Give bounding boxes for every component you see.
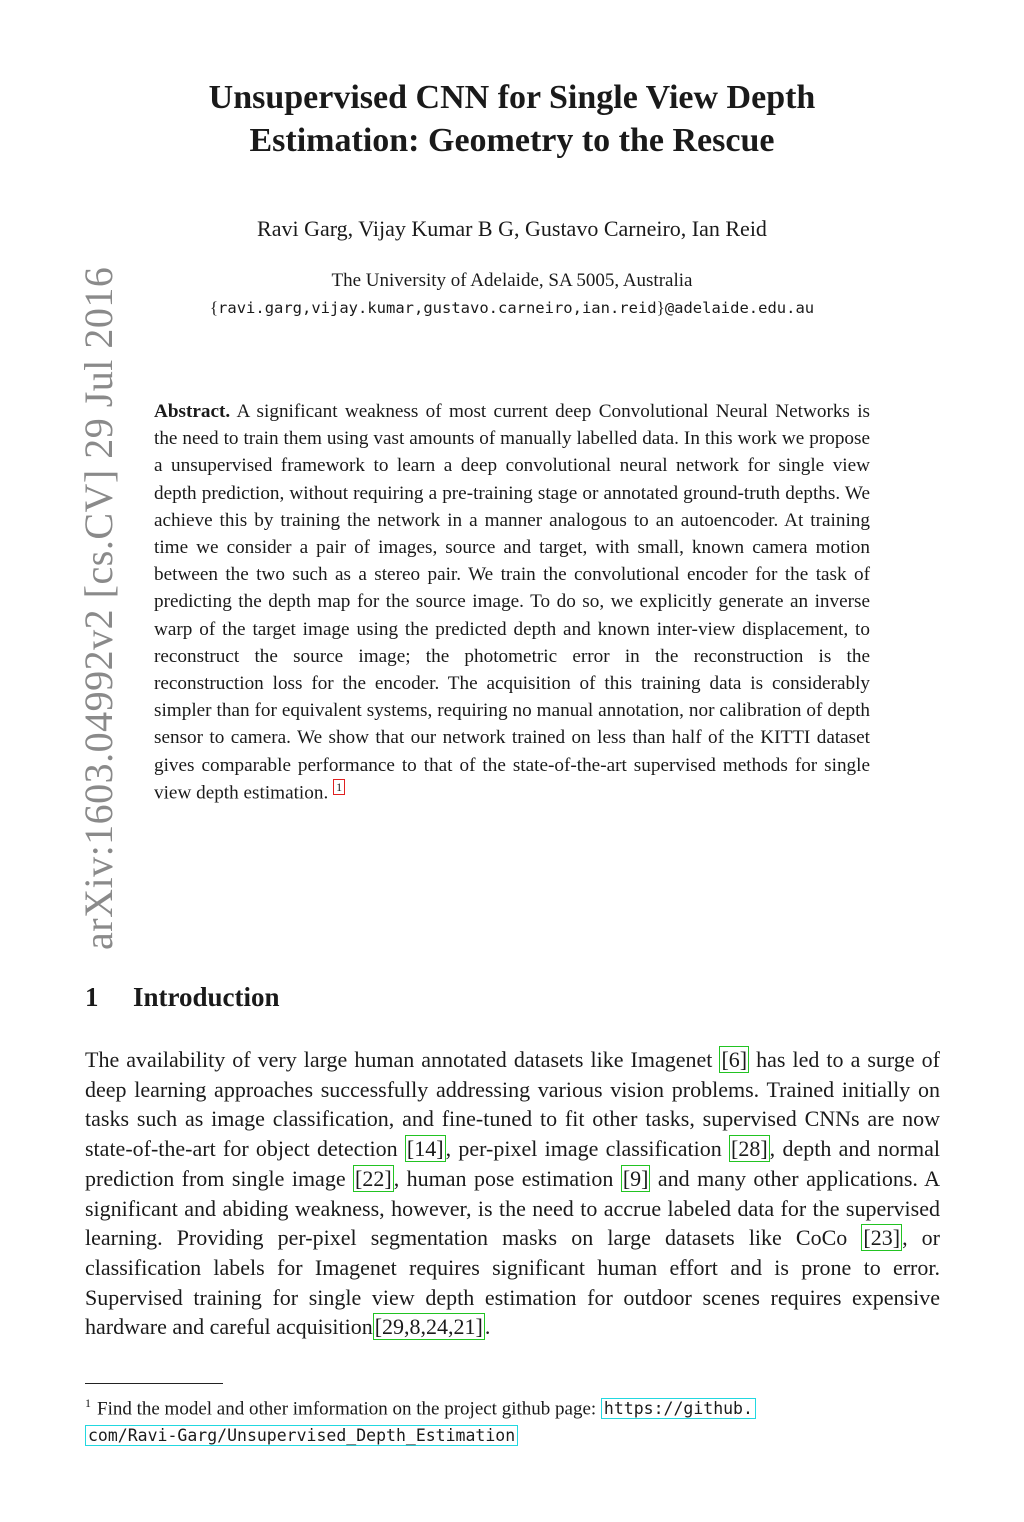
- footnote-divider: [85, 1383, 223, 1384]
- section-heading: [85, 982, 280, 1013]
- paper-title: [130, 76, 894, 162]
- footnote-mark: 1: [85, 1396, 91, 1410]
- affiliation: The University of Adelaide, SA 5005, Australia: [331, 270, 693, 291]
- email-domain: @adelaide.edu.au: [664, 299, 815, 317]
- footnote-link[interactable]: 1: [333, 779, 345, 795]
- intro-text: .: [484, 1314, 491, 1340]
- email-brace-open: {: [209, 298, 219, 317]
- arxiv-identifier-text: arXiv:1603.04992v2 [cs.CV] 29 Jul 2016: [76, 266, 121, 950]
- email-brace-close: }: [656, 298, 665, 317]
- intro-text: , depth and normal prediction from single image: [85, 1136, 940, 1191]
- abstract: [154, 398, 870, 806]
- intro-text: and many other applications. A significant and abiding weakness, however, is the need to accrue labeled data for the supervised learning. Providing per-pixel segmentation masks on large datasets like CoCo: [85, 1165, 940, 1251]
- project-url-link[interactable]: https://github.: [601, 1398, 756, 1419]
- authors: Ravi Garg, Vijay Kumar B G, Gustavo Carneiro, Ian Reid: [257, 216, 767, 241]
- footnote-text: Find the model and other imformation on the project github page:: [97, 1398, 601, 1420]
- arxiv-identifier: [0, 0, 121, 950]
- citation-link[interactable]: [29,8,24,21]: [374, 1314, 483, 1340]
- citation-link[interactable]: [28]: [731, 1136, 768, 1162]
- citation-link[interactable]: [23]: [863, 1225, 901, 1251]
- citation-link[interactable]: [22]: [355, 1165, 392, 1191]
- title-line-2: Estimation: Geometry to the Rescue: [249, 122, 775, 159]
- email-handles: ravi.garg,vijay.kumar,gustavo.carneiro,ian.reid: [218, 299, 657, 317]
- intro-text: , human pose estimation: [393, 1165, 621, 1191]
- intro-text: has led to a surge of deep learning approaches successfully addressing various vision problems. Trained initially on tasks such as image classification, and fine-tuned to fit other tasks, supervised CNNs are now state-of-the-art for object detection: [85, 1047, 940, 1162]
- section-number: 1: [85, 982, 99, 1012]
- title-line-1: Unsupervised CNN for Single View Depth: [208, 79, 816, 116]
- citation-link[interactable]: [9]: [622, 1165, 649, 1191]
- emails: [110, 298, 914, 318]
- intro-text: The availability of very large human annotated datasets like Imagenet: [85, 1047, 720, 1072]
- citation-link[interactable]: [6]: [721, 1047, 748, 1072]
- intro-text: , or classification labels for Imagenet requires significant human effort and is prone to error. Supervised training for single view depth estimation for outdoor scenes requires expensive hardware and careful acquisition: [85, 1225, 941, 1340]
- intro-paragraph: [85, 1045, 940, 1342]
- project-url-link-continued[interactable]: com/Ravi-Garg/Unsupervised_Depth_Estimation: [85, 1425, 518, 1446]
- abstract-text: A significant weakness of most current deep Convolutional Neural Networks is the need to train them using vast amounts of manually labelled data. In this work we propose a unsupervised framework to learn a deep convolutional neural network for single view depth prediction, without requiring a pre-training stage or annotated ground-truth depths. We achieve this by training the network in a manner analogous to an autoencoder. At training time we consider a pair of images, source and target, with small, known camera motion between the two such as a stereo pair. We train the convolutional encoder for the task of predicting the depth map for the source image. To do so, we explicitly generate an inverse warp of the target image using the predicted depth and known inter-view displacement, to reconstruct the source image; the photometric error in the reconstruction is the reconstruction loss for the encoder. The acquisition of this training data is considerably simpler than for equivalent systems, requiring no manual annotation, nor calibration of depth sensor to camera. We show that our network trained on less than half of the KITTI dataset gives comparable performance to that of the state-of-the-art supervised methods for single view depth estimation.: [154, 401, 870, 804]
- footnote: [85, 1390, 955, 1449]
- abstract-label: Abstract.: [154, 401, 231, 422]
- intro-text: , per-pixel image classification: [445, 1136, 730, 1162]
- section-title: Introduction: [133, 982, 280, 1012]
- citation-link[interactable]: [14]: [406, 1136, 444, 1162]
